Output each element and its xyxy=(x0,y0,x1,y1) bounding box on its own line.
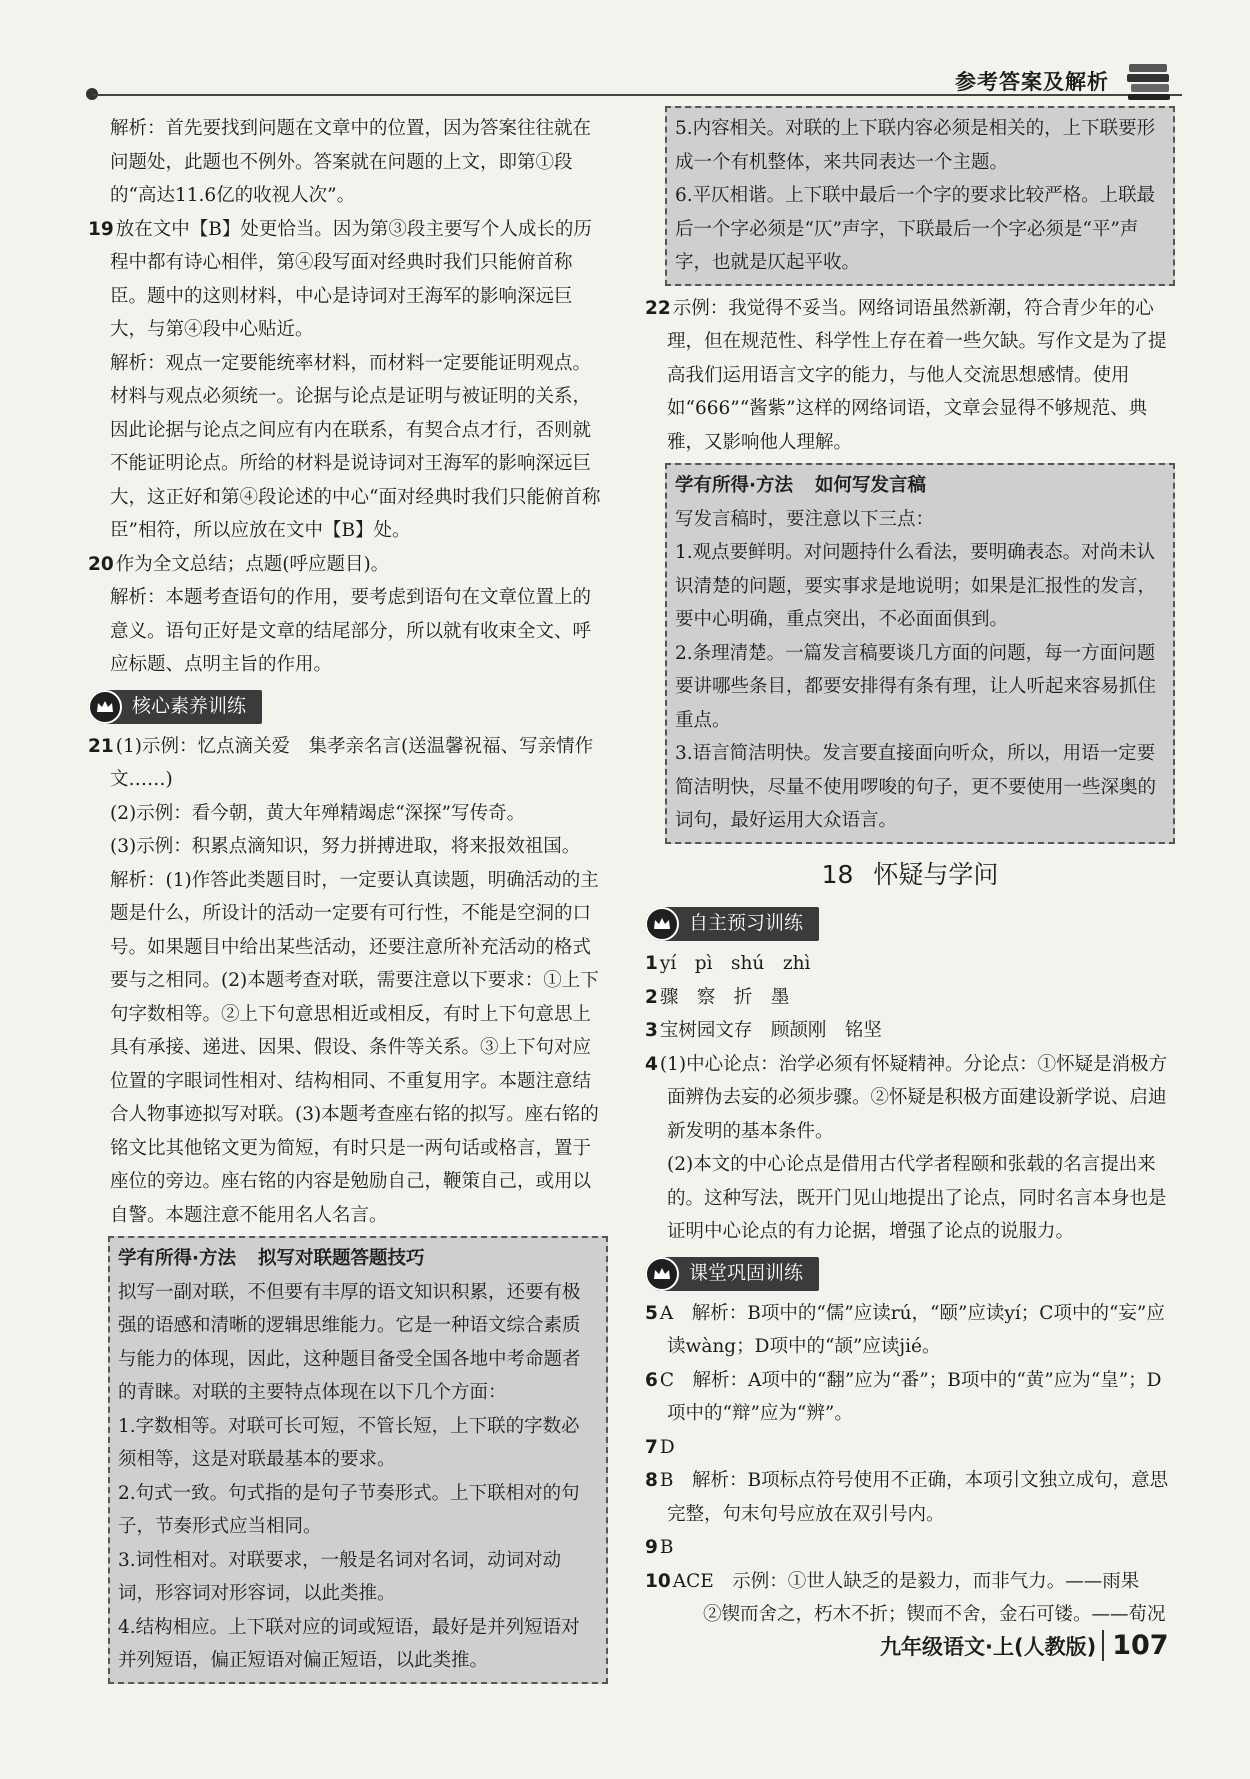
box-title xyxy=(675,469,1165,503)
left-column xyxy=(88,112,608,1690)
answer-7 xyxy=(645,1431,1175,1465)
box-intro: 拟写一副对联，不但要有丰厚的语文知识积累，还要有极强的语感和清晰的逻辑思维能力。它是一种语文综合素质与能力的体现，因此，这种题目备受全国各地中考命题者的青睐。对联的主要特点体现在以下几个方面： xyxy=(118,1281,581,1403)
answer-10-2: ②锲而舍之，朽木不折；锲而不舍，金石可镂。——荀况 xyxy=(703,1604,1166,1625)
question-number: 7 xyxy=(645,1436,658,1458)
question-number: 21 xyxy=(88,735,114,757)
answer-3 xyxy=(645,1014,1175,1048)
answer-8 xyxy=(645,1464,1175,1531)
box-item: 2.条理清楚。一篇发言稿要谈几方面的问题，每一方面问题要讲哪些条目，都要安排得有条有理，让人听起来容易抓住重点。 xyxy=(675,642,1157,731)
crown-icon xyxy=(88,690,122,724)
answer-text: 作为全文总结；点题(呼应题目)。 xyxy=(115,553,390,575)
section-banner-core xyxy=(88,690,262,724)
book-stack-icon xyxy=(1125,58,1173,102)
section-banner-preview xyxy=(645,907,819,941)
crown-icon xyxy=(645,907,679,941)
question-number: 9 xyxy=(645,1537,658,1558)
box-title-b: 拟写对联题答题技巧 xyxy=(258,1248,425,1269)
answer-21-1 xyxy=(88,730,608,797)
chapter-heading xyxy=(645,858,1175,892)
method-box-couplet xyxy=(108,1236,608,1684)
box-item: 3.词性相对。对联要求，一般是名词对名词，动词对动词，形容词对形容词，以此类推。 xyxy=(118,1549,562,1604)
answer-22 xyxy=(645,292,1175,460)
answer-1 xyxy=(645,947,1175,981)
question-number: 22 xyxy=(645,297,671,319)
box-title-a: 学有所得·方法 xyxy=(118,1248,237,1269)
answer-4-1 xyxy=(645,1048,1175,1149)
answer-9 xyxy=(645,1531,1175,1565)
answer-text: (1)示例：忆点滴关爱 集孝亲名言(送温馨祝福、写亲情作文……) xyxy=(110,735,594,790)
box-title xyxy=(118,1242,598,1276)
answer-text: D xyxy=(659,1436,675,1458)
analysis-20: 解析：本题考查语句的作用，要考虑到语句在文章位置上的意义。语句正好是文章的结尾部分，所以就有收束全文、呼应标题、点明主旨的作用。 xyxy=(110,587,592,675)
section-banner-classroom xyxy=(645,1257,819,1291)
banner-label: 自主预习训练 xyxy=(689,912,804,935)
footer-label: 九年级语文·上(人教版) xyxy=(880,1635,1097,1659)
box-intro: 写发言稿时，要注意以下三点： xyxy=(675,508,935,530)
question-number: 8 xyxy=(645,1470,658,1491)
question-number: 19 xyxy=(88,218,114,240)
analysis-18: 解析：首先要找到问题在文章中的位置，因为答案往往就在问题处，此题也不例外。答案就在问题的上文，即第①段的“高达11.6亿的收视人次”。 xyxy=(110,118,592,206)
answer-20 xyxy=(88,548,608,582)
answer-19 xyxy=(88,213,608,347)
box-title-b: 如何写发言稿 xyxy=(815,475,927,496)
box-item: 4.结构相应。上下联对应的词或短语，最好是并列短语对并列短语，偏正短语对偏正短语，以此类推。 xyxy=(118,1616,580,1671)
answer-text: ACE 示例：①世人缺乏的是毅力，而非气力。——雨果 xyxy=(672,1570,1140,1592)
chapter-number: 18 xyxy=(821,859,854,889)
answer-6 xyxy=(645,1364,1175,1431)
box-title-a: 学有所得·方法 xyxy=(675,475,794,496)
answer-text: 骤 察 折 墨 xyxy=(659,986,790,1008)
answer-text: yí pì shú zhì xyxy=(659,953,811,974)
right-column xyxy=(645,112,1175,1632)
answer-4-2: (2)本文的中心论点是借用古代学者程颐和张载的名言提出来的。这种写法，既开门见山地提出了论点，同时名言本身也是证明中心论点的有力论据，增强了论点的说服力。 xyxy=(667,1154,1167,1242)
analysis-19: 解析：观点一定要能统率材料，而材料一定要能证明观点。材料与观点必须统一。论据与论点是证明与被证明的关系，因此论据与论点之间应有内在联系，有契合点才行，否则就不能证明论点。所给的材料是说诗词对王海军的影响深远巨大，这正好和第④段论述的中心“面对经典时我们只能俯首称臣”相符，所以应放在文中【B】处。 xyxy=(110,352,601,541)
question-number: 2 xyxy=(645,986,658,1008)
answer-text: B xyxy=(659,1537,674,1558)
page-footer xyxy=(880,1630,1169,1661)
question-number: 20 xyxy=(88,553,114,575)
question-number: 6 xyxy=(645,1369,658,1391)
answer-2 xyxy=(645,981,1175,1015)
question-number: 10 xyxy=(645,1570,671,1592)
banner-label: 课堂巩固训练 xyxy=(689,1261,804,1284)
answer-21-3: (3)示例：积累点滴知识，努力拼搏进取，将来报效祖国。 xyxy=(110,836,581,857)
crown-icon xyxy=(645,1257,679,1291)
answer-text: B 解析：B项标点符号使用不正确，本项引文独立成句，意思完整，句末句号应放在双引号内。 xyxy=(659,1470,1169,1525)
answer-text: A 解析：B项中的“儒”应读rú，“颐”应读yí；C项中的“妄”应读wàng；D项中的“颉”应读jié。 xyxy=(659,1302,1165,1357)
answer-text: 放在文中【B】处更恰当。因为第③段主要写个人成长的历程中都有诗心相伴，第④段写面对经典时我们只能俯首称臣。题中的这则材料，中心是诗词对王海军的影响深远巨大，与第④段中心贴近。 xyxy=(110,218,592,340)
question-number: 5 xyxy=(645,1302,658,1324)
banner-label: 核心素养训练 xyxy=(132,694,247,717)
answer-text: 示例：我觉得不妥当。网络词语虽然新潮，符合青少年的心理，但在规范性、科学性上存在着一些欠缺。写作文是为了提高我们运用语言文字的能力，与他人交流思想感情。使用如“666”“酱紫”这样的网络词语，文章会显得不够规范、典雅，又影响他人理解。 xyxy=(667,297,1167,453)
answer-text: 宝树园文存 顾颉刚 铭坚 xyxy=(659,1020,882,1041)
box-item: 2.句式一致。句式指的是句子节奏形式。上下联相对的句子，节奏形式应当相同。 xyxy=(118,1482,580,1537)
question-number: 1 xyxy=(645,953,658,974)
box-item: 3.语言简洁明快。发言要直接面向听众，所以，用语一定要简洁明快，尽量不使用啰唆的句子，更不要使用一些深奥的词句，最好运用大众语言。 xyxy=(675,743,1157,831)
answer-5 xyxy=(645,1297,1175,1364)
box-item: 5.内容相关。对联的上下联内容必须是相关的，上下联要形成一个有机整体，来共同表达一个主题。 xyxy=(675,118,1156,173)
question-number: 3 xyxy=(645,1020,658,1041)
answer-10-1 xyxy=(645,1565,1175,1599)
answer-21-2: (2)示例：看今朝，黄大年殚精竭虑“深探”写传奇。 xyxy=(110,802,526,824)
method-box-couplet-continued xyxy=(665,106,1175,286)
box-item: 1.观点要鲜明。对问题持什么看法，要明确表态。对尚未认识清楚的问题，要实事求是地说明；如果是汇报性的发言，要中心明确，重点突出，不必面面俱到。 xyxy=(675,542,1157,630)
method-box-speech xyxy=(665,463,1175,844)
chapter-title: 怀疑与学问 xyxy=(873,859,999,889)
header-title: 参考答案及解析 xyxy=(955,70,1109,94)
answer-text: C 解析：A项中的“翻”应为“番”；B项中的“黄”应为“皇”；D项中的“辩”应为“辨”。 xyxy=(659,1369,1162,1424)
analysis-21: 解析：(1)作答此类题目时，一定要认真读题，明确活动的主题是什么，所设计的活动一定要有可行性，不能是空洞的口号。如果题目中给出某些活动，还要注意所补充活动的格式要与之相同。(2)本题考查对联，需要注意以下要求：①上下句字数相等。②上下句意思相近或相反，有时上下句意思上具有承接、递进、因果、假设、条件等关系。③上下句对应位置的字眼词性相对、结构相同、不重复用字。本题注意结合人物事迹拟写对联。(3)本题考查座右铭的拟写。座右铭的铭文比其他铭文更为简短，有时只是一两句话或格言，置于座位的旁边。座右铭的内容是勉励自己，鞭策自己，或用以自警。本题注意不能用名人名言。 xyxy=(110,869,599,1226)
answer-text: (1)中心论点：治学必须有怀疑精神。分论点：①怀疑是消极方面辨伪去妄的必须步骤。②怀疑是积极方面建设新学说、启迪新发明的基本条件。 xyxy=(659,1053,1168,1142)
page-number: 107 xyxy=(1102,1630,1168,1661)
box-item: 6.平仄相谐。上下联中最后一个字的要求比较严格。上联最后一个字必须是“仄”声字，下联最后一个字必须是“平”声字，也就是仄起平收。 xyxy=(675,185,1156,273)
box-item: 1.字数相等。对联可长可短，不管长短，上下联的字数必须相等，这是对联最基本的要求。 xyxy=(118,1415,580,1470)
question-number: 4 xyxy=(645,1053,658,1075)
